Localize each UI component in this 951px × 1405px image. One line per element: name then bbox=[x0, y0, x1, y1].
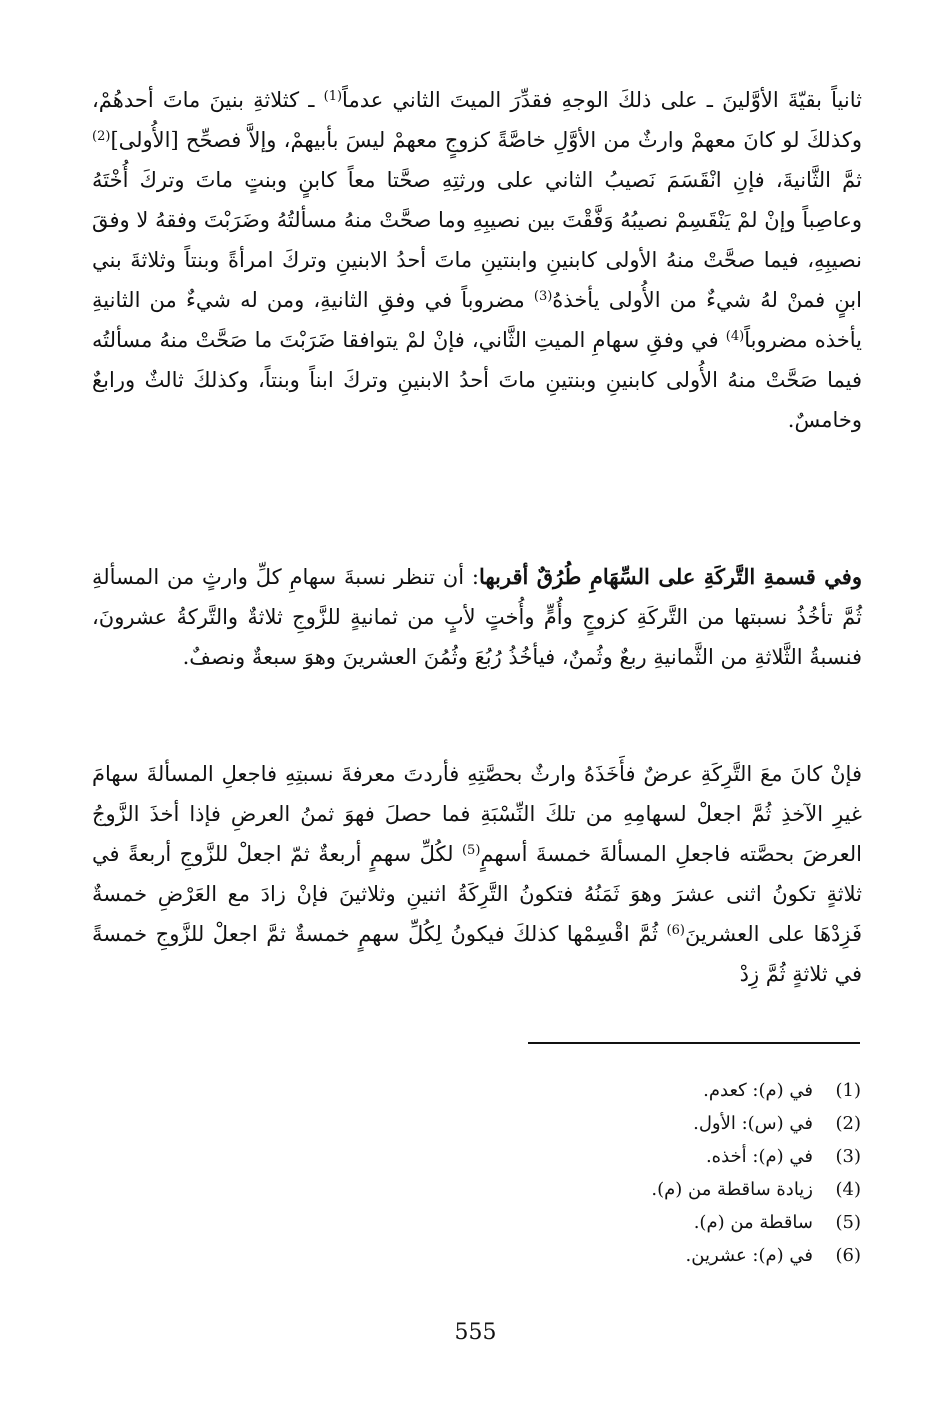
footnote-separator bbox=[528, 1042, 860, 1044]
footnote-text: في (س): الأول. bbox=[693, 1113, 813, 1134]
footnote-number: (1) bbox=[835, 1080, 861, 1101]
footnote-item bbox=[361, 1239, 861, 1272]
footnote-marker-1[interactable]: (1) bbox=[323, 88, 343, 104]
footnote-marker-2[interactable]: (2) bbox=[92, 128, 111, 144]
paragraph-text: لكُلِّ سهمٍ أربعةٌ ثمّ اجعلْ للزَّوجِ أربعةً في ثلاثةٍ تكونُ اثنى عشرَ وهوَ ثَمَنُهُ فتكونُ التَّرِكَةُ اثنينِ وثلاثينَ فإنْ زادَ مع العَرْضِ خمسةٌ فَزِدْهَا على العشرينَ bbox=[92, 842, 862, 946]
footnote-number: (3) bbox=[835, 1146, 861, 1167]
paragraph-text: ثمَّ الثَّانيةَ، فإنِ انْقَسَمَ نَصيبُ الثاني على ورثتِهِ صحَّتا معاً كابنٍ وبنتٍ ماتَ وتركَ أُخْتَهُ وعاصِباً وإنْ لمْ يَنْقَسِمْ نصيبُهُ وَفَّقْتَ بين نصيبِهِ وما صحَّتْ منهُ مسألتُهُ وضَرَبْتَ وفقهُ لا وفقَ نصيبِهِ، فيما صحَّتْ منهُ الأولى كابنينِ وابنتينِ ماتَ أحدُ الابنينِ وتركَ امرأةً وبنتاً وثلاثةَ بني ابنٍ فمنْ لهُ شيءٌ من الأُولى يأخذهُ bbox=[92, 168, 862, 312]
page-number: 555 bbox=[454, 1320, 497, 1345]
footnote-number: (6) bbox=[835, 1245, 861, 1266]
paragraph-text: ـ كثلاثةِ بنينَ ماتَ أحدهُمْ، وكذلكَ لو كانَ معهمْ وارثٌ من الأوَّلِ خاصَّةً كزوجٍ معهمْ ليسَ بأبيهمْ، وإلاَّ فصحِّح [الأُولى] bbox=[92, 88, 862, 152]
footnote-number: (2) bbox=[835, 1113, 861, 1134]
footnote-marker-6[interactable]: (6) bbox=[666, 922, 685, 938]
footnote-number: (4) bbox=[835, 1179, 861, 1200]
footnote-text: في (م): عشرين. bbox=[685, 1245, 813, 1266]
footnote-marker-3[interactable]: (3) bbox=[533, 288, 553, 304]
footnote-text: زيادة ساقطة من (م). bbox=[651, 1179, 813, 1200]
paragraph-text: في وفقِ سهامِ الميتِ الثَّاني، فإنْ لمْ يتوافقا ضَرَبْتَ ما صَحَّتْ منهُ مسألتُه فيما صَحَّتْ منهُ الأُولى كابنينِ وبنتينِ ماتَ أحدُ الابنينِ وتركَ ابناً وبنتاً، وكذلكَ ثالثٌ ورابعٌ وخامسٌ. bbox=[92, 328, 862, 432]
footnote-text: في (م): أخذه. bbox=[705, 1146, 813, 1167]
body-paragraph-2 bbox=[92, 557, 862, 677]
paragraph-text: ثُمَّ اقْسِمْها كذلكَ فيكونُ لِكُلِّ سهمٍ خمسةٌ ثمَّ اجعلْ للزَّوجِ خمسةً في ثلاثةٍ ثُمَّ زِدْ bbox=[92, 922, 862, 986]
section-lead-heading: وفي قسمةِ التَّركَةِ على السِّهَامِ طُرُقٌ أقربها bbox=[478, 564, 862, 589]
footnote-number: (5) bbox=[835, 1212, 861, 1233]
footnote-text: في (م): كعدم. bbox=[703, 1080, 813, 1101]
footnote-item bbox=[361, 1206, 861, 1239]
paragraph-text: : أن تنظر نسبةَ سهامِ كلِّ وارثٍ من المسألةِ ثُمَّ تأخُذُ نسبتها من التَّركَةِ كزوجٍ وأُمٍّ وأُختٍ لأبٍ من ثمانيةٍ للزَّوجِ ثلاثةٌ والتَّركةُ عشرونَ، فنسبةُ الثَّلاثةِ من الثَّمانيةِ ربعٌ وثُمنٌ، فيأخُذُ رُبُعَ وثُمُنَ العشرينَ وهوَ سبعةٌ ونصفٌ. bbox=[92, 565, 862, 669]
footnotes-list bbox=[361, 1074, 861, 1272]
footnote-item bbox=[361, 1107, 861, 1140]
paragraph-text: ثانياً بقيّةَ الأوَّلينَ ـ على ذلكَ الوجهِ فقدِّرَ الميتَ الثاني عدماً bbox=[342, 88, 862, 112]
body-paragraph-3 bbox=[92, 754, 862, 994]
footnote-item bbox=[361, 1173, 861, 1206]
body-paragraph-1 bbox=[92, 80, 862, 440]
footnote-item bbox=[361, 1074, 861, 1107]
paragraph-text: فإنْ كانَ معَ التَّرِكَةِ عرضٌ فأَخَذَهُ وارثٌ بحصَّتِهِ فأردتَ معرفةَ نسبتِهِ فاجعلِ المسألةَ سهامَ غيرِ الآخذِ ثُمَّ اجعلْ لسهامِهِ من تلكَ النِّسْبَةِ فما حصلَ فهوَ ثمنُ العرضِ فإذا أخذَ الزَّوجُ العرضَ بحصَّته فاجعلِ المسألةَ خمسةَ أسهمٍ bbox=[92, 762, 862, 866]
footnote-item bbox=[361, 1140, 861, 1173]
paragraph-text: مضروباً في وفقِ الثانيةِ، ومن له شيءٌ من الثانيةِ يأخذه مضروباً bbox=[92, 288, 862, 352]
footnote-text: ساقطة من (م). bbox=[693, 1212, 813, 1233]
footnote-marker-4[interactable]: (4) bbox=[725, 328, 745, 344]
footnote-marker-5[interactable]: (5) bbox=[461, 842, 481, 858]
